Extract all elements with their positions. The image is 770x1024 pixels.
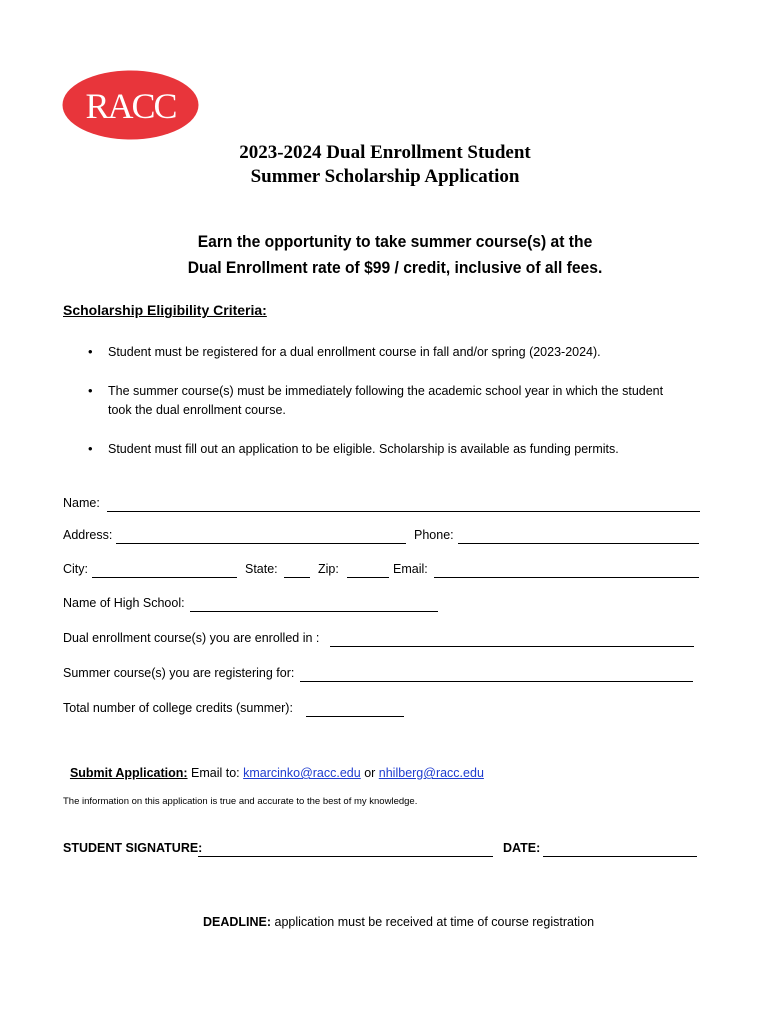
credits-label: Total number of college credits (summer):: [63, 701, 293, 715]
criteria-item: Student must fill out an application to be eligible. Scholarship is available as funding permits.: [108, 442, 619, 456]
submit-line: [63, 752, 484, 780]
email-link-kmarcinko[interactable]: kmarcinko@racc.edu: [243, 766, 361, 780]
high-school-label: Name of High School:: [63, 596, 185, 610]
deadline-label: DEADLINE:: [202, 915, 272, 929]
signature-label: STUDENT SIGNATURE:: [63, 841, 203, 855]
state-field[interactable]: [284, 577, 310, 578]
dual-courses-field[interactable]: [330, 646, 694, 647]
phone-label: Phone:: [414, 528, 454, 542]
subtitle-line-1: Earn the opportunity to take summer course(s) at the: [197, 232, 593, 251]
page-title-line-1: 2023-2024 Dual Enrollment Student: [239, 142, 531, 163]
submit-label: Submit Application:: [69, 766, 188, 780]
name-field[interactable]: [107, 511, 700, 512]
address-field[interactable]: [116, 543, 406, 544]
summer-courses-label: Summer course(s) you are registering for:: [63, 666, 295, 680]
logo-text: RACC: [85, 86, 176, 126]
date-field[interactable]: [543, 856, 697, 857]
page-title-line-2: Summer Scholarship Application: [250, 166, 520, 187]
email-link-nhilberg[interactable]: nhilberg@racc.edu: [378, 766, 484, 780]
subtitle-line-2: Dual Enrollment rate of $99 / credit, inclusive of all fees.: [187, 258, 603, 277]
bullet-icon: •: [88, 344, 93, 359]
city-field[interactable]: [92, 577, 237, 578]
high-school-field[interactable]: [190, 611, 438, 612]
name-label: Name:: [63, 496, 100, 510]
criteria-heading: Scholarship Eligibility Criteria:: [63, 302, 267, 318]
criteria-item: The summer course(s) must be immediately following the academic school year in which the student took the dual enrollment course.: [108, 384, 664, 417]
attestation-text: The information on this application is true and accurate to the best of my knowledge.: [63, 796, 418, 807]
city-label: City:: [63, 562, 88, 576]
credits-field[interactable]: [306, 716, 404, 717]
deadline-text: application must be received at time of course registration: [271, 915, 595, 929]
submit-or: or: [360, 766, 379, 780]
criteria-item: Student must be registered for a dual enrollment course in fall and/or spring (2023-2024).: [108, 345, 601, 359]
summer-courses-field[interactable]: [300, 681, 693, 682]
date-label: DATE:: [503, 841, 541, 855]
bullet-icon: •: [88, 441, 93, 456]
state-label: State:: [245, 562, 278, 576]
signature-field[interactable]: [198, 856, 493, 857]
zip-field[interactable]: [347, 577, 389, 578]
zip-label: Zip:: [318, 562, 339, 576]
submit-text: Email to:: [187, 766, 244, 780]
email-label: Email:: [393, 562, 428, 576]
deadline-line: [196, 901, 594, 929]
racc-logo: [62, 70, 199, 140]
address-label: Address:: [63, 528, 113, 542]
phone-field[interactable]: [458, 543, 699, 544]
email-field[interactable]: [434, 577, 699, 578]
bullet-icon: •: [88, 383, 93, 398]
dual-courses-label: Dual enrollment course(s) you are enrolled in :: [63, 631, 320, 645]
